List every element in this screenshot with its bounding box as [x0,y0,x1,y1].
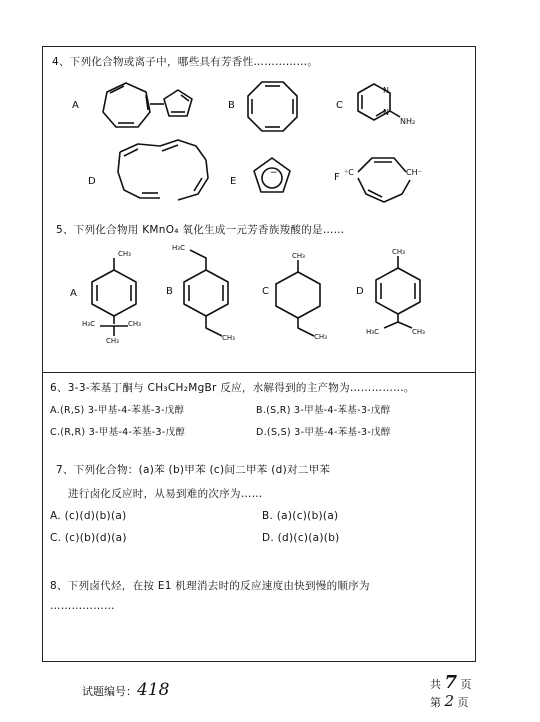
q5-c-top-label: CH₃ [292,252,305,260]
q4-stem-text: 4、下列化合物或离子中，哪些具有芳香性 [52,56,254,68]
q4-f-cation-label: ⁺C [344,168,354,177]
q6-blank: …………… [349,382,404,394]
total-pages-prefix: 共 [430,678,441,691]
q4-f-anion-label: CH⁻ [406,168,422,177]
exam-code [82,680,169,700]
q4-c-amino-group: NH₂ [400,117,416,126]
total-pages-number: 7 [444,672,458,693]
q4-c-structure [358,84,400,120]
q5-b-top-label: H₃C [172,244,185,252]
q5-a-left-label: H₃C [82,320,95,328]
q5-option-c-letter: C [262,286,269,297]
q7-option-b: B. (a)(c)(b)(a) [262,510,339,522]
q5-c-structure [276,260,320,336]
exam-code-value: 418 [137,680,170,700]
q5-a-bottom-label: CH₃ [106,337,119,345]
q6-stem [50,380,415,395]
q5-b-structure [184,250,228,336]
q5-b-bottom-label: CH₃ [222,334,235,342]
q7-option-a: A. (c)(d)(b)(a) [50,510,127,522]
q5-option-d-letter: D [356,286,364,297]
q5-stem-text: 5、下列化合物用 KMnO₄ 氧化生成一元芳香族羧酸的是 [56,224,323,236]
q4-option-c-letter: C [336,100,343,111]
q7-option-c: C. (c)(b)(d)(a) [50,532,127,544]
current-page-prefix: 第 [430,696,441,709]
q4-option-d-letter: D [88,176,96,187]
q4-option-b-letter: B [228,100,235,111]
q5-blank: …… [322,224,345,236]
q4-blank: …………… [253,56,308,68]
q7-line2-text: 进行卤化反应时，从易到难的次序为 [68,488,241,500]
q4-c-n1: N [383,86,389,95]
current-page-suffix: 页 [457,696,469,709]
q4-b-structure [248,82,297,131]
q6-option-a: A.(R,S) 3-甲基-4-苯基-3-戊醇 [50,405,185,416]
q5-d-top-label: CH₃ [392,248,405,256]
q4-option-a-letter: A [72,100,79,111]
q5-a-top-label: CH₃ [118,250,131,258]
total-pages [430,672,472,693]
q5-option-a-letter: A [70,288,77,299]
q5-d-right-label: CH₃ [412,328,425,336]
q5-option-b-letter: B [166,286,173,297]
q7-line2 [68,486,262,501]
q4-a-structure [103,83,192,127]
q4-option-e-letter: E [230,176,237,187]
q5-a-right-label: CH₃ [128,320,141,328]
exam-code-label: 试题编号： [82,685,137,698]
total-pages-suffix: 页 [460,678,472,691]
q4-e-charge: − [270,168,278,178]
q4-end: 。 [307,56,319,68]
q5-stem [56,222,344,237]
q8-blank: ……………… [50,600,115,612]
q8-stem: 8、下列卤代烃，在按 E1 机理消去时的反应速度由快到慢的顺序为 [50,580,370,592]
current-page [430,692,469,710]
q5-d-left-label: H₃C [366,328,379,336]
q6-end: 。 [403,382,415,394]
q5-c-bottom-label: CH₃ [314,333,327,341]
q6-option-b: B.(S,R) 3-甲基-4-苯基-3-戊醇 [256,405,391,416]
q4-f-structure [358,158,410,202]
q4-c-n2: N [383,108,389,117]
q6-stem-text: 6、3-3-苯基丁酮与 CH₃CH₂MgBr 反应，水解得到的主产物为 [50,382,350,394]
q7-option-d: D. (d)(c)(a)(b) [262,532,340,544]
q7-line1: 7、下列化合物：(a)苯 (b)甲苯 (c)间二甲苯 (d)对二甲苯 [56,464,331,476]
q4-option-f-letter: F [334,172,340,183]
q6-option-d: D.(S,S) 3-甲基-4-苯基-3-戊醇 [256,427,391,438]
q5-d-structure [376,256,420,328]
q7-blank: …… [240,488,263,500]
q6-option-c: C.(R,R) 3-甲基-4-苯基-3-戊醇 [50,427,186,438]
current-page-number: 2 [444,692,455,710]
q4-d-structure [118,140,208,200]
